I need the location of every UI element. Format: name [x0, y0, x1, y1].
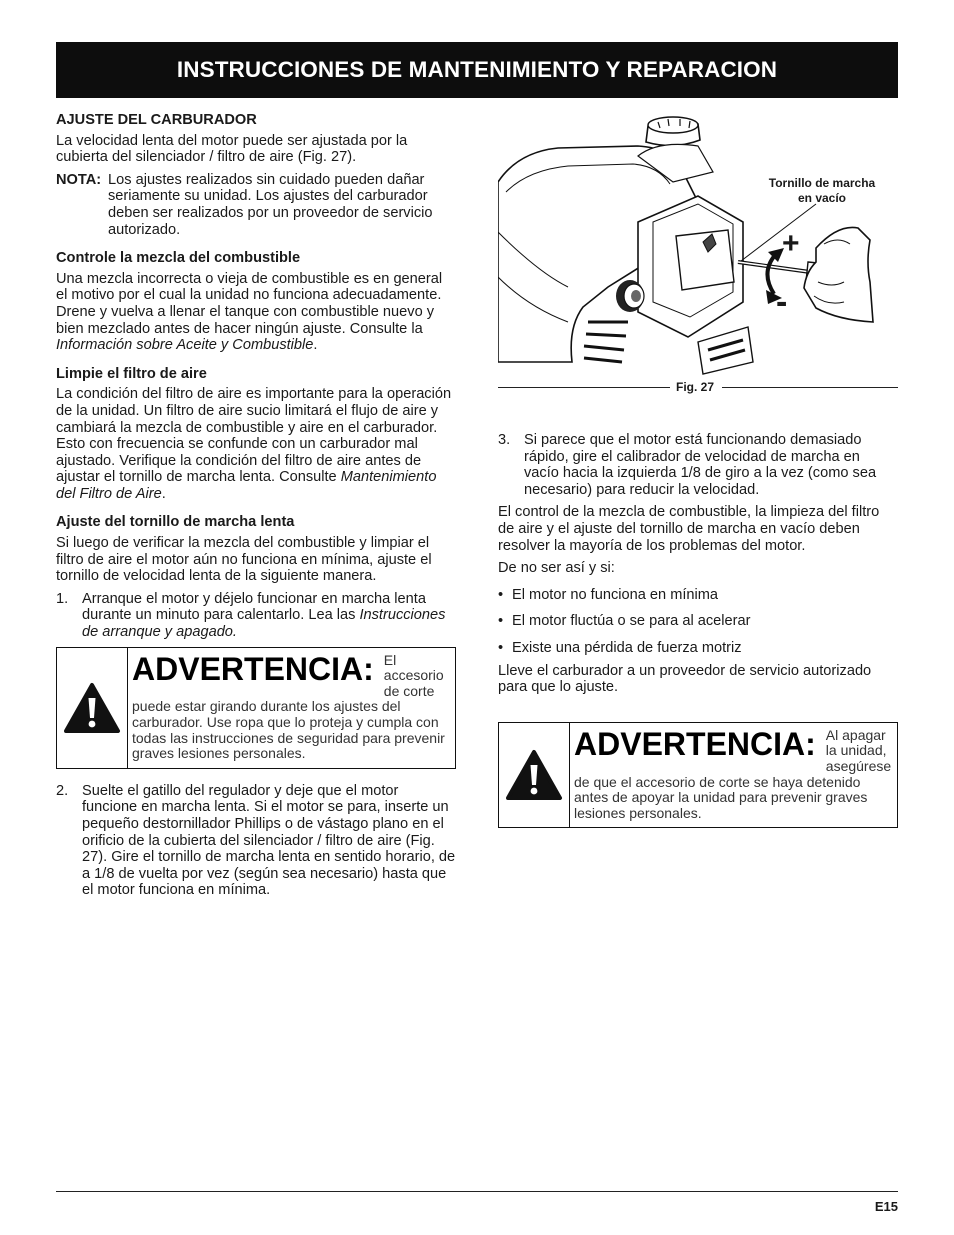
warning-box-2: [498, 722, 898, 829]
step-3-text: Si parece que el motor está funcionando demasiado rápido, gire el calibrador de velocidad de marcha en vacío hacia la izquierda 1/8 de giro a la vez (como sea necesario) para reducir la velocidad.: [524, 432, 877, 498]
figure-caption: Fig. 27: [670, 379, 720, 396]
intro-paragraph: La velocidad lenta del motor puede ser ajustada por la cubierta del silenciador / filtro de aire (Fig. 27).: [56, 132, 408, 166]
filter-text: La condición del filtro de aire es importante para la operación de la unidad. Un filtro de aire sucio limitará el flujo de aire y cambiará la mezcla de combustible y aire en el carburador. Esto con frecuencia se confunde con un carburador mal ajustado. Verifique la condición del filtro de aire antes de ajustar el tornillo de marcha lenta. Consulte: [56, 386, 452, 486]
warning-text-1: El accesorio de corte puede estar girando durante los ajustes del carburador. Use ropa que lo proteja y cumpla con todas las instrucciones de seguridad para prevenir graves lesiones personales.: [132, 651, 445, 762]
closing-paragraph: Lleve el carburador a un proveedor de servicio autorizado para que lo ajuste.: [498, 662, 872, 696]
figure-caption-row: [498, 379, 898, 395]
section-header: [56, 42, 898, 98]
note-text: Los ajustes realizados sin cuidado pueden dañar seriamente su unidad. Los ajustes del carburador deben ser realizados por un proveedor de servicio autorizado.: [108, 171, 433, 238]
note-label: NOTA:: [56, 171, 102, 188]
fuel-paragraph: [56, 271, 456, 354]
step-3-number: 3.: [498, 432, 511, 448]
bullet-text: El motor no funciona en mínima: [512, 586, 719, 603]
figure-27: [498, 112, 898, 394]
bullet-icon: •: [498, 613, 504, 630]
carburetor-illustration: [498, 112, 898, 382]
filter-paragraph: [56, 386, 456, 502]
bullet-text: Existe una pérdida de fuerza motriz: [512, 639, 742, 656]
step-2: [56, 783, 456, 899]
step-1: [56, 591, 456, 641]
fuel-text: Una mezcla incorrecta o vieja de combustible es en general el motivo por el cual la unidad no funciona adecuadamente. Drene y vuelva a llenar el tanque con combustible nuevo y bien mezclado antes de hacer ningún ajuste. Consulte la: [56, 270, 443, 337]
step-2-text: Suelte el gatillo del regulador y deje que el motor funcione en marcha lenta. Si el motor se para, inserte un pequeño destornillador Phillips o de vástago plano en el orificio de la cubierta del silenciador / filtro de aire (Fig. 27). Gire el tornillo de marcha lenta en sentido horario, de a 1/8 de vuelta por vez (según sea necesario) hasta que el motor funciona en mínima.: [82, 782, 456, 899]
step-3: [498, 432, 898, 498]
list-item: [498, 613, 898, 630]
filter-heading: Limpie el filtro de aire: [56, 365, 207, 382]
caption-rule-left: [498, 387, 672, 388]
step-1-body: Arranque el motor y déjelo funcionar en marcha lenta durante un minuto para calentarlo. Lea las: [82, 590, 426, 624]
warning-box-1: [56, 647, 456, 769]
step-2-number: 2.: [56, 782, 69, 799]
note: [56, 172, 456, 238]
warning-body-1: [128, 648, 455, 768]
page-title: INSTRUCCIONES DE MANTENIMIENTO Y REPARACION: [176, 57, 778, 82]
idle-heading: Ajuste del tornillo de marcha lenta: [56, 514, 295, 531]
summary-paragraph: El control de la mezcla de combustible, la limpieza del filtro de aire y el ajuste del tornillo de marcha en vacío deben resolver la mayoría de los problemas del motor.: [498, 504, 880, 554]
warning-title-2: ADVERTENCIA:: [574, 725, 816, 762]
bullet-icon: •: [498, 586, 504, 603]
if-not-paragraph: De no ser así y si:: [498, 560, 615, 577]
step-1-number: 1.: [56, 590, 69, 607]
bullet-text: El motor fluctúa o se para al acelerar: [512, 613, 751, 630]
fuel-text-end: .: [313, 337, 318, 354]
list-item: [498, 587, 898, 604]
fuel-heading: Controle la mezcla del combustible: [56, 250, 301, 267]
minus-sign: -: [776, 283, 788, 321]
footer-rule: [56, 1191, 898, 1192]
bullet-icon: •: [498, 639, 504, 656]
list-item: [498, 640, 898, 657]
left-column: [56, 112, 456, 905]
caption-rule-right: [722, 387, 898, 388]
step-1-reference: Instrucciones de arranque y apagado.: [82, 607, 446, 641]
warning-triangle-icon: [499, 723, 570, 828]
plus-sign: +: [782, 227, 800, 260]
filter-reference: Mantenimiento del Filtro de Aire: [56, 469, 437, 502]
section-title: AJUSTE DEL CARBURADOR: [56, 112, 257, 128]
warning-triangle-icon: [57, 648, 128, 768]
step-1-text: [82, 591, 456, 641]
callout-idle-screw: Tornillo de marcha en vacío: [768, 176, 876, 205]
page-number: E15: [874, 1199, 898, 1214]
filter-text-end: .: [161, 485, 166, 502]
warning-text-2: Al apagar la unidad, asegúrese de que el accesorio de corte se haya detenido antes de apoyar la unidad para prevenir graves lesiones personales.: [574, 726, 892, 821]
idle-paragraph: Si luego de verificar la mezcla del combustible y limpiar el filtro de aire el motor aún no funciona en mínima, ajuste el tornillo de velocidad lenta de la siguiente manera.: [56, 535, 432, 585]
warning-body-2: [570, 723, 897, 828]
right-column: [498, 112, 898, 842]
warning-title-1: ADVERTENCIA:: [132, 650, 374, 687]
fuel-reference: Información sobre Aceite y Combustible: [56, 337, 314, 354]
